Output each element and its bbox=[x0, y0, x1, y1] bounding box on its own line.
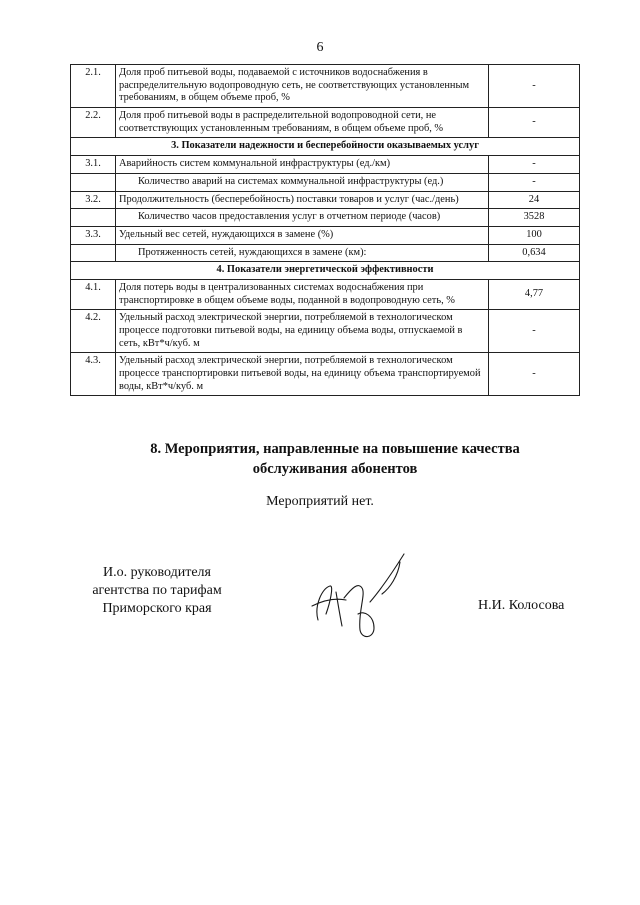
no-measures-text: Мероприятий нет. bbox=[266, 494, 374, 509]
indicator-value-cell: - bbox=[489, 353, 580, 396]
indicator-description-cell: Количество аварий на системах коммунальной инфраструктуры (ед.) bbox=[116, 173, 489, 191]
indicator-description-cell: Протяженность сетей, нуждающихся в замене (км): bbox=[116, 244, 489, 262]
row-number-cell: 3.3. bbox=[71, 226, 116, 244]
indicator-description-cell: Доля проб питьевой воды, подаваемой с источников водоснабжения в распределительную водопроводную сеть, не соответствующих установленным требованиям, в общем объеме проб, % bbox=[116, 65, 489, 108]
table-row bbox=[71, 209, 580, 227]
section-heading-line-2: обслуживания абонентов bbox=[252, 460, 418, 477]
section-row bbox=[71, 138, 580, 156]
signer-title-line-3: Приморского края bbox=[102, 601, 212, 617]
indicators-table-body bbox=[71, 65, 580, 396]
row-number-cell bbox=[71, 173, 116, 191]
indicator-value-cell: 0,634 bbox=[489, 244, 580, 262]
section-title-cell: 3. Показатели надежности и бесперебойности оказываемых услуг bbox=[71, 138, 580, 156]
indicator-description-cell: Доля проб питьевой воды в распределительной водопроводной сети, не соответствующих установленным требованиям, в общем объеме проб, % bbox=[116, 108, 489, 138]
row-number-cell bbox=[71, 244, 116, 262]
row-number-cell: 2.1. bbox=[71, 65, 116, 108]
table-row bbox=[71, 279, 580, 309]
indicator-description-cell: Доля потерь воды в централизованных системах водоснабжения при транспортировке в общем объеме воды, поданной в водопроводную сеть, % bbox=[116, 279, 489, 309]
section-heading bbox=[80, 440, 590, 479]
table-row bbox=[71, 353, 580, 396]
indicator-value-cell: - bbox=[489, 156, 580, 174]
indicator-description-cell: Продолжительность (бесперебойность) поставки товаров и услуг (час./день) bbox=[116, 191, 489, 209]
row-number-cell: 3.1. bbox=[71, 156, 116, 174]
table-row bbox=[71, 173, 580, 191]
indicator-description-cell: Удельный расход электрической энергии, потребляемой в технологическом процессе транспортировки питьевой воды, на единицу объема транспортируемой воды, кВт*ч/куб. м bbox=[116, 353, 489, 396]
row-number-cell: 4.1. bbox=[71, 279, 116, 309]
section-row bbox=[71, 262, 580, 280]
table-row bbox=[71, 108, 580, 138]
row-number-cell: 4.2. bbox=[71, 310, 116, 353]
handwritten-signature bbox=[300, 548, 430, 653]
row-number-cell: 4.3. bbox=[71, 353, 116, 396]
row-number-cell: 2.2. bbox=[71, 108, 116, 138]
row-number-cell: 3.2. bbox=[71, 191, 116, 209]
indicator-value-cell: 100 bbox=[489, 226, 580, 244]
indicator-value-cell: - bbox=[489, 310, 580, 353]
table-row bbox=[71, 226, 580, 244]
section-heading-line-1: 8. Мероприятия, направленные на повышение качества bbox=[150, 441, 520, 457]
page-number: 6 bbox=[316, 40, 324, 55]
indicator-value-cell: - bbox=[489, 173, 580, 191]
indicator-description-cell: Аварийность систем коммунальной инфраструктуры (ед./км) bbox=[116, 156, 489, 174]
table-row bbox=[71, 244, 580, 262]
indicator-value-cell: - bbox=[489, 108, 580, 138]
indicator-value-cell: 4,77 bbox=[489, 279, 580, 309]
indicators-table bbox=[70, 64, 580, 396]
row-number-cell bbox=[71, 209, 116, 227]
table-row bbox=[71, 191, 580, 209]
signer-title bbox=[72, 564, 242, 619]
indicator-value-cell: - bbox=[489, 65, 580, 108]
indicator-value-cell: 3528 bbox=[489, 209, 580, 227]
indicator-description-cell: Удельный вес сетей, нуждающихся в замене (%) bbox=[116, 226, 489, 244]
table-row bbox=[71, 65, 580, 108]
table-row bbox=[71, 310, 580, 353]
section-title-cell: 4. Показатели энергетической эффективности bbox=[71, 262, 580, 280]
signer-title-line-2: агентства по тарифам bbox=[92, 583, 222, 599]
indicator-value-cell: 24 bbox=[489, 191, 580, 209]
indicator-description-cell: Удельный расход электрической энергии, потребляемой в технологическом процессе подготовки питьевой воды, на единицу объема воды, отпускаемой в сеть, кВт*ч/куб. м bbox=[116, 310, 489, 353]
table-row bbox=[71, 156, 580, 174]
signer-title-line-1: И.о. руководителя bbox=[102, 565, 211, 580]
signer-name: Н.И. Колосова bbox=[478, 598, 565, 613]
indicator-description-cell: Количество часов предоставления услуг в отчетном периоде (часов) bbox=[116, 209, 489, 227]
